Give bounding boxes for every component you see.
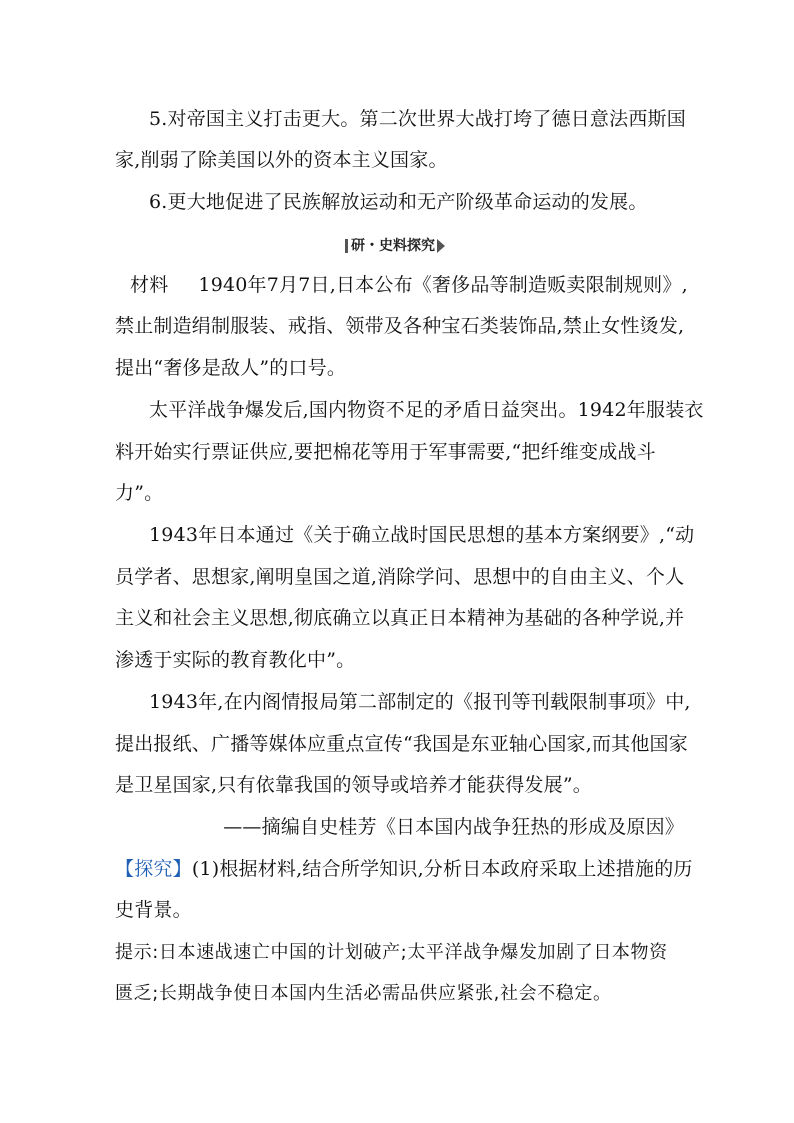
source-citation: ——摘编自史桂芳《日本国内战争狂热的形成及原因》 [223,816,684,838]
paragraph-3-line-2: 员学者、思想家,阐明皇国之道,消除学问、思想中的自由主义、个人 [115,566,685,588]
paragraph-4-line-3: 是卫星国家,只有依靠我国的领导或培养才能获得发展”。 [115,774,592,796]
paragraph-3-line-3: 主义和社会主义思想,彻底确立以真正日本精神为基础的各种学说,并 [115,607,685,629]
paragraph-4-line-2: 提出报纸、广播等媒体应重点宣传“我国是东亚轴心国家,而其他国家 [115,733,688,755]
heading-bar-icon [345,239,348,253]
point-5-line-2: 家,削弱了除美国以外的资本主义国家。 [115,149,448,171]
material-line-2: 禁止制造绢制服装、戒指、领带及各种宝石类装饰品,禁止女性烫发, [115,315,685,337]
question-line-1-text: (1)根据材料,结合所学知识,分析日本政府采取上述措施的历 [191,858,693,880]
paragraph-2-line-1: 太平洋战争爆发后,国内物资不足的矛盾日益突出。1942年服装衣 [149,399,704,421]
hint-line-1: 提示:日本速战速亡中国的计划破产;太平洋战争爆发加剧了日本物资 [115,942,668,963]
paragraph-2-line-3: 力”。 [115,482,164,504]
hint-line-2: 匮乏;长期战争使日本国内生活必需品供应紧张,社会不稳定。 [115,983,612,1004]
paragraph-3-line-4: 渗透于实际的教育教化中”。 [115,649,356,671]
question-label: 【探究】 [115,858,192,880]
point-5-line-1: 5.对帝国主义打击更大。第二次世界大战打垮了德日意法西斯国 [149,108,686,130]
section-heading [345,236,445,256]
material-label: 材料 [130,274,169,296]
heading-arrow-icon [437,239,445,253]
point-6: 6.更大地促进了民族解放运动和无产阶级革命运动的发展。 [149,191,648,213]
paragraph-2-line-2: 料开始实行票证供应,要把棉花等用于军事需要,“把纤维变成战斗 [115,441,656,463]
material-line-3: 提出“奢侈是敌人”的口号。 [115,357,347,379]
paragraph-3-line-1: 1943年日本通过《关于确立战时国民思想的基本方案纲要》,“动 [149,524,695,546]
material-line-1-text: 1940年7月7日,日本公布《奢侈品等制造贩卖限制规则》, [198,274,688,296]
material-line-1 [130,272,688,298]
paragraph-4-line-1: 1943年,在内阁情报局第二部制定的《报刊等刊载限制事项》中, [149,691,691,713]
question-line-1 [115,856,693,882]
section-heading-text: 研・史料探究 [351,238,435,254]
question-line-2: 史背景。 [115,899,192,921]
